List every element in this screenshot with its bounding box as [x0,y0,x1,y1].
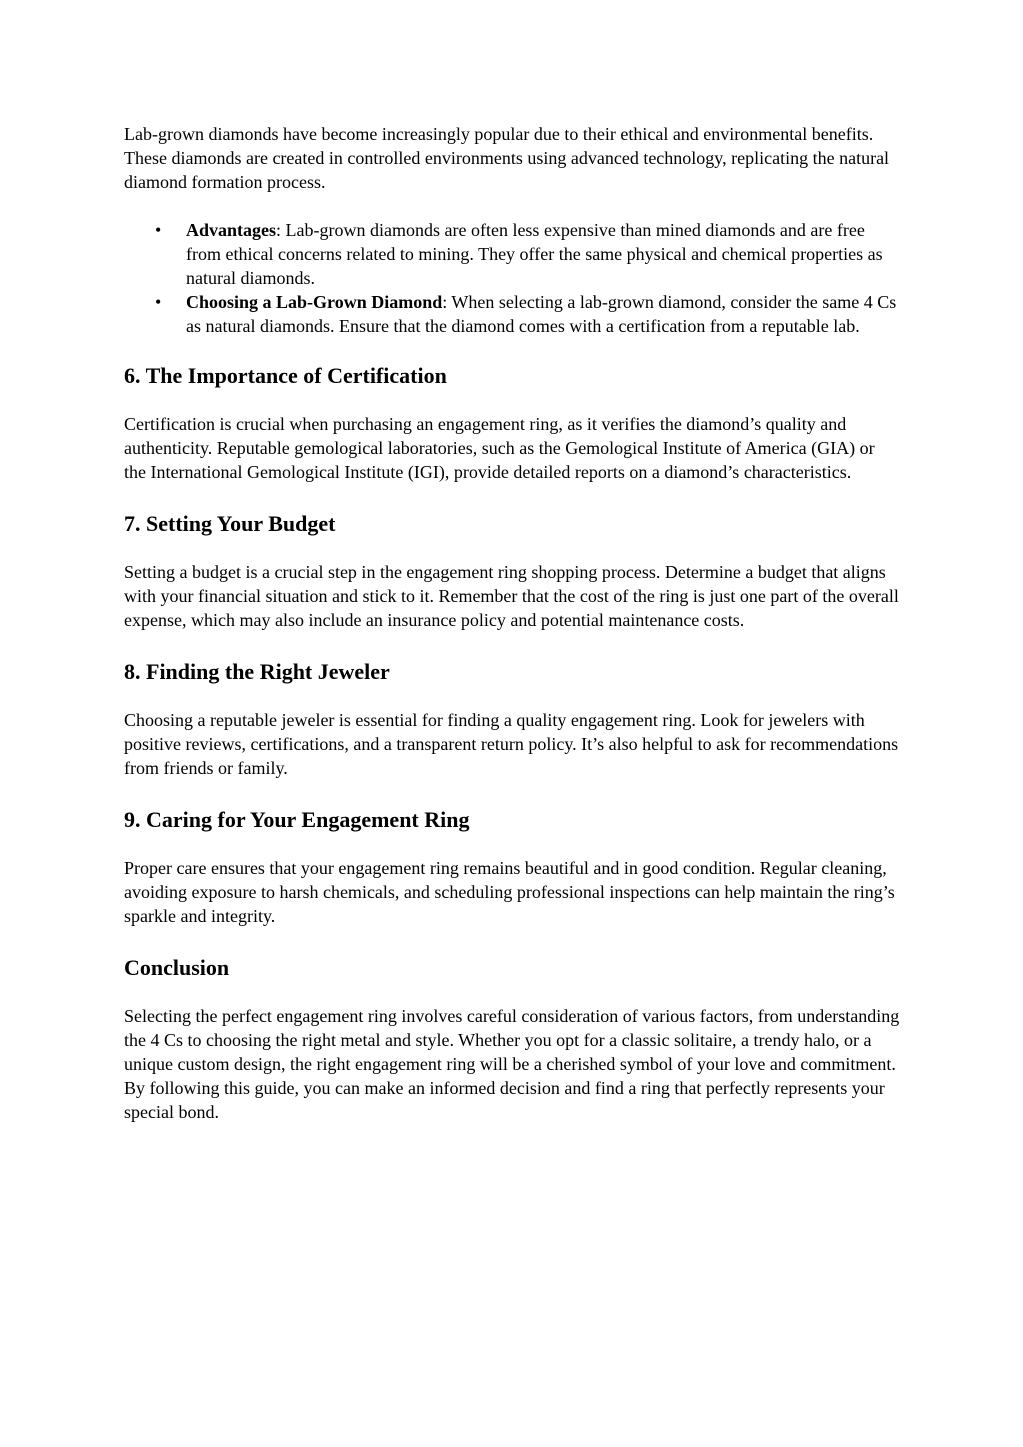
section-body-jeweler: Choosing a reputable jeweler is essential for finding a quality engagement ring. Look for jewelers with positive reviews, certifications, and a transparent return policy. It’s also helpful to ask for recommendations from friends or family. [124,710,899,778]
list-item-text: : Lab-grown diamonds are often less expensive than mined diamonds and are free from ethical concerns related to mining. They offer the same physical and chemical properties as natural diamonds. [186,220,883,288]
list-item-term: Choosing a Lab-Grown Diamond [186,292,443,312]
bullet-icon: • [155,220,162,240]
section-heading-certification: 6. The Importance of Certification [124,363,447,388]
section-heading-budget: 7. Setting Your Budget [124,511,336,536]
list-item-text: : When selecting a lab-grown diamond, consider the same 4 Cs as natural diamonds. Ensure that the diamond comes with a certification from a reputable lab. [186,292,897,336]
section-body-care: Proper care ensures that your engagement ring remains beautiful and in good condition. Regular cleaning, avoiding exposure to harsh chemicals, and scheduling professional inspections can help maintain the ring’s sparkle and integrity. [124,858,895,926]
section-heading-care: 9. Caring for Your Engagement Ring [124,807,470,832]
bullet-icon: • [155,292,162,312]
section-body-certification: Certification is crucial when purchasing an engagement ring, as it verifies the diamond’s quality and authenticity. Reputable gemological laboratories, such as the Gemological Institute of America (GIA) or the International Gemological Institute (IGI), provide detailed reports on a diamond’s characteristics. [124,414,875,482]
section-body-budget: Setting a budget is a crucial step in the engagement ring shopping process. Determine a budget that aligns with your financial situation and stick to it. Remember that the cost of the ring is just one part of the overall expense, which may also include an insurance policy and potential maintenance costs. [124,562,899,630]
list-item-advantages [155,218,900,290]
section-heading-conclusion: Conclusion [124,955,230,980]
lab-grown-bullet-list [124,218,900,338]
section-heading-jeweler: 8. Finding the Right Jeweler [124,659,390,684]
list-item-choosing [155,290,900,338]
document-page [124,122,900,1148]
list-item-term: Advantages [186,220,277,240]
section-body-conclusion: Selecting the perfect engagement ring involves careful consideration of various factors, from understanding the 4 Cs to choosing the right metal and style. Whether you opt for a classic solitaire, a trendy halo, or a unique custom design, the right engagement ring will be a cherished symbol of your love and commitment. By following this guide, you can make an informed decision and find a ring that perfectly represents your special bond. [124,1006,900,1122]
intro-paragraph: Lab-grown diamonds have become increasingly popular due to their ethical and environmental benefits. These diamonds are created in controlled environments using advanced technology, replicating the natural diamond formation process. [124,124,890,192]
